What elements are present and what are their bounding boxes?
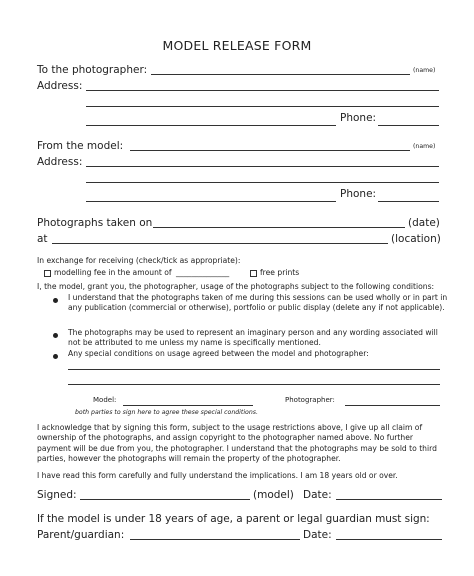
photographer-address-line-3[interactable] <box>86 125 336 126</box>
model-name-field[interactable] <box>130 150 410 151</box>
photographs-taken-label: Photographs taken on <box>37 217 153 229</box>
minor-notice: If the model is under 18 years of age, a parent or legal guardian must sign: <box>37 513 430 525</box>
photographer-address-line-1[interactable] <box>86 90 439 91</box>
model-label: From the model: <box>37 140 124 152</box>
model-address-label: Address: <box>37 156 83 168</box>
guardian-signature-field[interactable] <box>130 539 300 540</box>
photographs-date-field[interactable] <box>153 227 405 228</box>
exchange-intro: In exchange for receiving (check/tick as appropriate): <box>37 256 241 265</box>
prints-checkbox[interactable] <box>250 270 257 277</box>
model-phone-label: Phone: <box>340 188 377 200</box>
declaration-text: I have read this form carefully and fully understand the implications. I am 18 years old or over. <box>37 471 398 480</box>
photographer-address-line-2[interactable] <box>86 106 439 107</box>
fee-amount-field[interactable]: ______________ <box>176 268 230 277</box>
condition-item: Any special conditions on usage agreed between the model and photographer: <box>68 349 369 358</box>
photographer-phone-field[interactable] <box>378 125 439 126</box>
model-signature-field[interactable] <box>80 499 250 500</box>
special-conditions-note: both parties to sign here to agree these special conditions. <box>75 409 258 416</box>
photographs-date-hint: (date) <box>408 217 440 229</box>
signature-model-hint: (model) <box>253 489 294 501</box>
photographs-location-field[interactable] <box>52 243 388 244</box>
prints-option-label: free prints <box>260 268 300 277</box>
photographer-label: To the photographer: <box>37 64 148 76</box>
condition-bullet <box>53 298 58 303</box>
signature-date-label: Date: <box>303 489 332 501</box>
special-photographer-signature[interactable] <box>345 405 440 406</box>
condition-bullet <box>53 354 58 359</box>
special-model-label: Model: <box>93 396 117 404</box>
model-address-line-2[interactable] <box>86 182 439 183</box>
acknowledgement-text: I acknowledge that by signing this form, subject to the usage restrictions above, I give up all claim of ownership of the photographs, and assign copyright to the photographer named above. No further payment will be due from you, the photographer. I understand that the photographs may be sold to third parties, however the photographs will remain the property of the photographer. <box>37 423 437 464</box>
photographs-at-label: at <box>37 233 48 245</box>
photographer-address-label: Address: <box>37 80 83 92</box>
photographer-phone-label: Phone: <box>340 112 377 124</box>
form-title: MODEL RELEASE FORM <box>162 38 312 53</box>
guardian-label: Parent/guardian: <box>37 529 125 541</box>
signed-label: Signed: <box>37 489 77 501</box>
special-conditions-line-1[interactable] <box>68 369 440 370</box>
guardian-date-field[interactable] <box>336 539 442 540</box>
signature-date-field[interactable] <box>336 499 442 500</box>
guardian-date-label: Date: <box>303 529 332 541</box>
photographer-name-hint: (name) <box>413 67 436 74</box>
grant-statement: I, the model, grant you, the photographer, usage of the photographs subject to the following conditions: <box>37 282 435 291</box>
photographs-location-hint: (location) <box>391 233 441 245</box>
condition-item: I understand that the photographs taken of me during this sessions can be used wholly or in part in any publication (commercial or otherwise), portfolio or public display (delete any if not applicable). <box>68 293 448 313</box>
special-photographer-label: Photographer: <box>285 396 335 404</box>
model-address-line-1[interactable] <box>86 166 439 167</box>
model-phone-field[interactable] <box>378 201 439 202</box>
model-name-hint: (name) <box>413 143 436 150</box>
condition-bullet <box>53 333 58 338</box>
fee-option-label: modelling fee in the amount of <box>54 268 172 277</box>
model-address-line-3[interactable] <box>86 201 336 202</box>
special-model-signature[interactable] <box>123 405 253 406</box>
photographer-name-field[interactable] <box>151 74 410 75</box>
condition-item: The photographs may be used to represent an imaginary person and any wording associated will not be attributed to me unless my name is specifically mentioned. <box>68 328 438 348</box>
special-conditions-line-2[interactable] <box>68 384 440 385</box>
fee-checkbox[interactable] <box>44 270 51 277</box>
